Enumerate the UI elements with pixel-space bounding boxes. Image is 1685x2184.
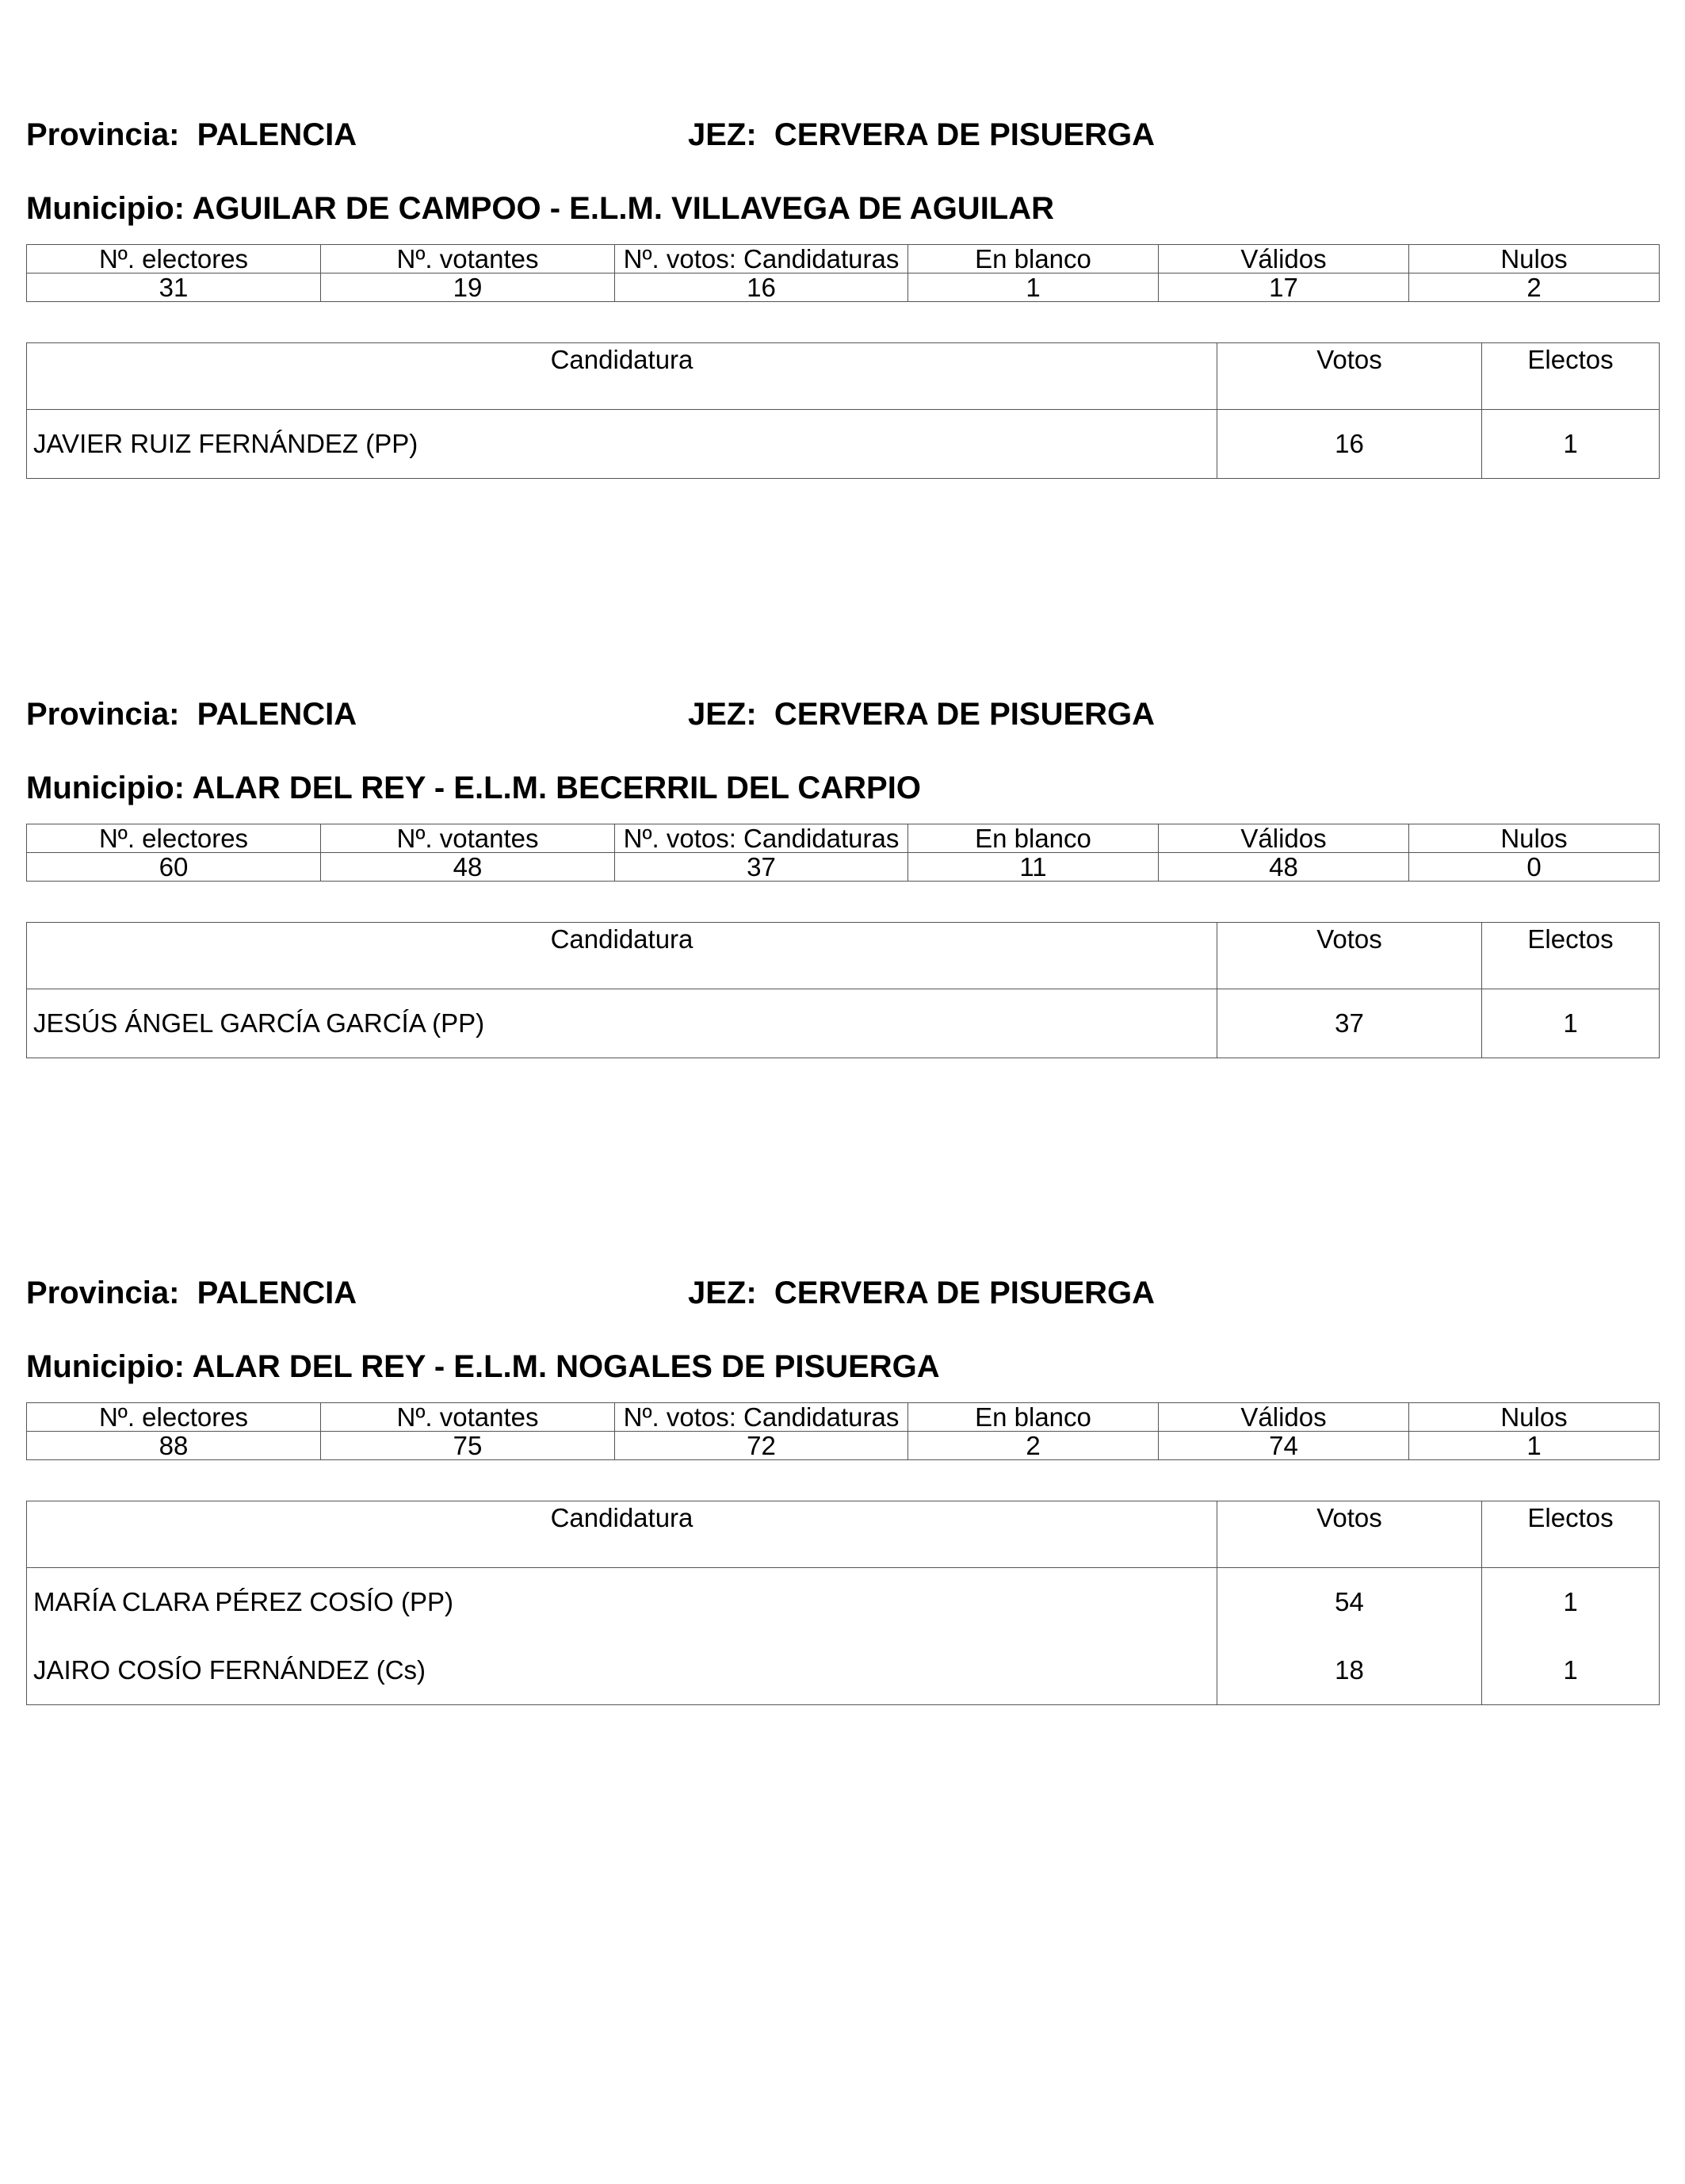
provincia-label: Provincia: bbox=[26, 1276, 180, 1310]
candidate-votos: 54 bbox=[1217, 1568, 1482, 1637]
stats-value-validos: 74 bbox=[1159, 1432, 1409, 1460]
candidate-name: JAVIER RUIZ FERNÁNDEZ (PP) bbox=[27, 410, 1217, 479]
candidates-header-row bbox=[27, 1501, 1660, 1568]
cand-header-candidatura: Candidatura bbox=[27, 1501, 1217, 1568]
jez-label: JEZ: bbox=[688, 117, 757, 152]
stats-value-validos: 17 bbox=[1159, 273, 1409, 302]
stats-value-validos: 48 bbox=[1159, 853, 1409, 882]
municipio-value: ALAR DEL REY - E.L.M. BECERRIL DEL CARPIO bbox=[192, 771, 921, 805]
stats-table bbox=[26, 244, 1660, 302]
cand-header-votos: Votos bbox=[1217, 923, 1482, 989]
provincia-field bbox=[26, 111, 357, 159]
provincia-label: Provincia: bbox=[26, 117, 180, 152]
candidate-votos: 37 bbox=[1217, 989, 1482, 1058]
municipio-field bbox=[26, 185, 1054, 232]
candidate-row bbox=[27, 1568, 1660, 1637]
candidate-name: JESÚS ÁNGEL GARCÍA GARCÍA (PP) bbox=[27, 989, 1217, 1058]
stats-header-en-blanco: En blanco bbox=[908, 245, 1159, 273]
stats-value-row bbox=[27, 853, 1660, 882]
municipio-label: Municipio: bbox=[26, 1349, 185, 1384]
stats-header-votos-candidaturas: Nº. votos: Candidaturas bbox=[615, 1403, 908, 1432]
provincia-label: Provincia: bbox=[26, 697, 180, 732]
jez-field bbox=[688, 1269, 1155, 1317]
stats-value-votos-candidaturas: 16 bbox=[615, 273, 908, 302]
candidate-electos: 1 bbox=[1482, 410, 1660, 479]
stats-header-electores: Nº. electores bbox=[27, 1403, 321, 1432]
provincia-field bbox=[26, 690, 357, 738]
candidate-electos: 1 bbox=[1482, 989, 1660, 1058]
stats-value-en-blanco: 11 bbox=[908, 853, 1159, 882]
stats-header-validos: Válidos bbox=[1159, 1403, 1409, 1432]
candidate-row bbox=[27, 410, 1660, 479]
candidate-votos: 18 bbox=[1217, 1636, 1482, 1705]
stats-header-row bbox=[27, 824, 1660, 853]
jez-field bbox=[688, 111, 1155, 159]
stats-value-votos-candidaturas: 37 bbox=[615, 853, 908, 882]
candidates-header-row bbox=[27, 923, 1660, 989]
stats-value-row bbox=[27, 273, 1660, 302]
jez-value: CERVERA DE PISUERGA bbox=[774, 1276, 1156, 1310]
municipio-value: AGUILAR DE CAMPOO - E.L.M. VILLAVEGA DE AGUILAR bbox=[192, 191, 1055, 226]
cand-header-candidatura: Candidatura bbox=[27, 343, 1217, 410]
section-header bbox=[26, 690, 1659, 738]
stats-value-row bbox=[27, 1432, 1660, 1460]
stats-header-row bbox=[27, 1403, 1660, 1432]
section-header bbox=[26, 1269, 1659, 1317]
stats-value-votantes: 75 bbox=[321, 1432, 615, 1460]
cand-header-electos: Electos bbox=[1482, 1501, 1660, 1568]
jez-label: JEZ: bbox=[688, 1276, 757, 1310]
candidate-electos: 1 bbox=[1482, 1636, 1660, 1705]
stats-table bbox=[26, 824, 1660, 882]
stats-value-nulos: 2 bbox=[1409, 273, 1660, 302]
candidates-table bbox=[26, 1501, 1660, 1705]
candidates-table bbox=[26, 342, 1660, 479]
jez-label: JEZ: bbox=[688, 697, 757, 732]
stats-header-electores: Nº. electores bbox=[27, 824, 321, 853]
stats-table bbox=[26, 1402, 1660, 1460]
candidate-votos: 16 bbox=[1217, 410, 1482, 479]
stats-header-votantes: Nº. votantes bbox=[321, 824, 615, 853]
stats-value-electores: 60 bbox=[27, 853, 321, 882]
stats-value-votantes: 48 bbox=[321, 853, 615, 882]
stats-header-en-blanco: En blanco bbox=[908, 1403, 1159, 1432]
cand-header-electos: Electos bbox=[1482, 923, 1660, 989]
stats-header-nulos: Nulos bbox=[1409, 1403, 1660, 1432]
candidate-name: JAIRO COSÍO FERNÁNDEZ (Cs) bbox=[27, 1636, 1217, 1705]
candidate-name: MARÍA CLARA PÉREZ COSÍO (PP) bbox=[27, 1568, 1217, 1637]
stats-header-votos-candidaturas: Nº. votos: Candidaturas bbox=[615, 824, 908, 853]
jez-value: CERVERA DE PISUERGA bbox=[774, 697, 1156, 732]
section-header bbox=[26, 111, 1659, 159]
candidate-row bbox=[27, 1636, 1660, 1705]
stats-header-electores: Nº. electores bbox=[27, 245, 321, 273]
stats-header-votos-candidaturas: Nº. votos: Candidaturas bbox=[615, 245, 908, 273]
cand-header-votos: Votos bbox=[1217, 343, 1482, 410]
cand-header-votos: Votos bbox=[1217, 1501, 1482, 1568]
municipio-label: Municipio: bbox=[26, 771, 185, 805]
stats-value-votos-candidaturas: 72 bbox=[615, 1432, 908, 1460]
candidate-row bbox=[27, 989, 1660, 1058]
jez-value: CERVERA DE PISUERGA bbox=[774, 117, 1156, 152]
stats-value-electores: 88 bbox=[27, 1432, 321, 1460]
municipio-value: ALAR DEL REY - E.L.M. NOGALES DE PISUERGA bbox=[192, 1349, 940, 1384]
stats-header-validos: Válidos bbox=[1159, 245, 1409, 273]
provincia-field bbox=[26, 1269, 357, 1317]
cand-header-candidatura: Candidatura bbox=[27, 923, 1217, 989]
stats-value-en-blanco: 2 bbox=[908, 1432, 1159, 1460]
stats-value-nulos: 0 bbox=[1409, 853, 1660, 882]
stats-header-votantes: Nº. votantes bbox=[321, 1403, 615, 1432]
cand-header-electos: Electos bbox=[1482, 343, 1660, 410]
stats-value-electores: 31 bbox=[27, 273, 321, 302]
provincia-value: PALENCIA bbox=[197, 697, 357, 732]
provincia-value: PALENCIA bbox=[197, 117, 357, 152]
stats-header-nulos: Nulos bbox=[1409, 824, 1660, 853]
stats-header-votantes: Nº. votantes bbox=[321, 245, 615, 273]
stats-header-en-blanco: En blanco bbox=[908, 824, 1159, 853]
candidate-electos: 1 bbox=[1482, 1568, 1660, 1637]
stats-value-nulos: 1 bbox=[1409, 1432, 1660, 1460]
municipio-label: Municipio: bbox=[26, 191, 185, 226]
stats-value-en-blanco: 1 bbox=[908, 273, 1159, 302]
candidates-table bbox=[26, 922, 1660, 1058]
stats-value-votantes: 19 bbox=[321, 273, 615, 302]
stats-header-row bbox=[27, 245, 1660, 273]
municipio-field bbox=[26, 1343, 940, 1390]
candidates-header-row bbox=[27, 343, 1660, 410]
stats-header-nulos: Nulos bbox=[1409, 245, 1660, 273]
jez-field bbox=[688, 690, 1155, 738]
municipio-field bbox=[26, 764, 921, 812]
provincia-value: PALENCIA bbox=[197, 1276, 357, 1310]
stats-header-validos: Válidos bbox=[1159, 824, 1409, 853]
